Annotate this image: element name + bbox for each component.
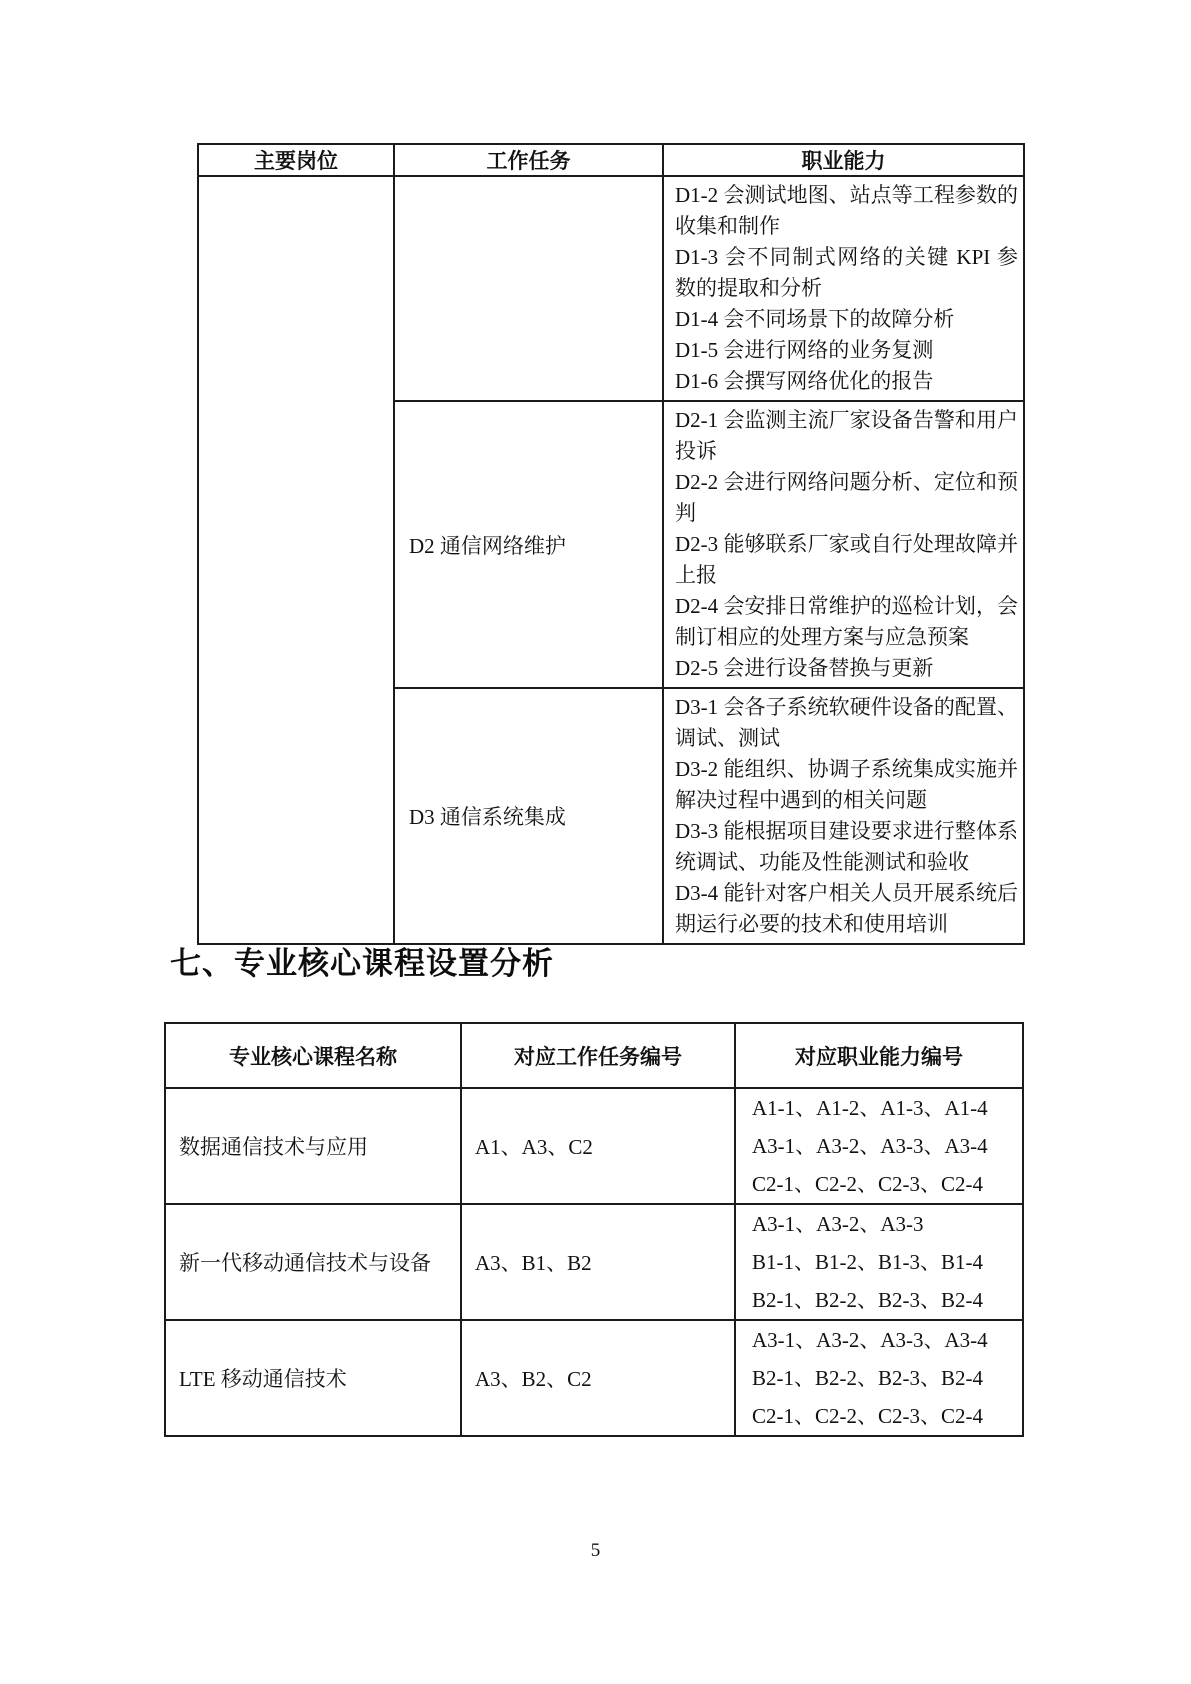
task-codes: A3、B2、C2 <box>461 1320 735 1436</box>
ability-code-line: A3-1、A3-2、A3-3、A3-4 <box>752 1134 988 1158</box>
ability-cell-d2 <box>663 401 1024 688</box>
table2-header-task-codes: 对应工作任务编号 <box>461 1023 735 1088</box>
ability-item: D2-2 会进行网络问题分析、定位和预判 <box>675 470 1018 525</box>
positions-tasks-abilities-table <box>197 143 1025 945</box>
ability-code-line: B1-1、B1-2、B1-3、B1-4 <box>752 1250 983 1274</box>
table1-header-ability: 职业能力 <box>663 144 1024 176</box>
table1-row-d1 <box>198 176 1024 401</box>
core-courses-table <box>164 1022 1024 1437</box>
table2-header-course: 专业核心课程名称 <box>165 1023 461 1088</box>
ability-codes-cell <box>735 1320 1023 1436</box>
course-name: 数据通信技术与应用 <box>165 1088 461 1204</box>
ability-cell-d3 <box>663 688 1024 944</box>
ability-code-line: B2-1、B2-2、B2-3、B2-4 <box>752 1288 983 1312</box>
ability-item: D3-3 能根据项目建设要求进行整体系统调试、功能及性能测试和验收 <box>675 819 1018 874</box>
ability-item: D2-3 能够联系厂家或自行处理故障并上报 <box>675 532 1018 587</box>
ability-item: D1-3 会不同制式网络的关键 KPI 参数的提取和分析 <box>675 245 1018 300</box>
task-cell-d3: D3 通信系统集成 <box>394 688 663 944</box>
ability-code-line: C2-1、C2-2、C2-3、C2-4 <box>752 1172 983 1196</box>
ability-item: D2-5 会进行设备替换与更新 <box>675 656 934 680</box>
table2-header-row <box>165 1023 1023 1088</box>
table2-row-3 <box>165 1320 1023 1436</box>
table1-header-task: 工作任务 <box>394 144 663 176</box>
ability-item: D3-4 能针对客户相关人员开展系统后期运行必要的技术和使用培训 <box>675 881 1018 936</box>
ability-code-line: A3-1、A3-2、A3-3、A3-4 <box>752 1328 988 1352</box>
course-name: LTE 移动通信技术 <box>165 1320 461 1436</box>
task-cell-d1 <box>394 176 663 401</box>
table2-row-2 <box>165 1204 1023 1320</box>
ability-code-line: A1-1、A1-2、A1-3、A1-4 <box>752 1096 988 1120</box>
ability-cell-d1 <box>663 176 1024 401</box>
ability-codes-cell <box>735 1088 1023 1204</box>
task-codes: A1、A3、C2 <box>461 1088 735 1204</box>
table2-header-ability-codes: 对应职业能力编号 <box>735 1023 1023 1088</box>
task-cell-d2: D2 通信网络维护 <box>394 401 663 688</box>
section-heading: 七、专业核心课程设置分析 <box>170 946 554 981</box>
ability-code-line: A3-1、A3-2、A3-3 <box>752 1212 924 1236</box>
position-cell-empty <box>198 176 394 944</box>
ability-item: D1-2 会测试地图、站点等工程参数的收集和制作 <box>675 183 1018 238</box>
ability-item: D3-1 会各子系统软硬件设备的配置、调试、测试 <box>675 695 1018 750</box>
table1-header-position: 主要岗位 <box>198 144 394 176</box>
ability-item: D1-5 会进行网络的业务复测 <box>675 338 934 362</box>
ability-code-line: C2-1、C2-2、C2-3、C2-4 <box>752 1404 983 1428</box>
course-name: 新一代移动通信技术与设备 <box>165 1204 461 1320</box>
ability-code-line: B2-1、B2-2、B2-3、B2-4 <box>752 1366 983 1390</box>
table2-row-1 <box>165 1088 1023 1204</box>
ability-item: D1-6 会撰写网络优化的报告 <box>675 369 934 393</box>
ability-item: D3-2 能组织、协调子系统集成实施并解决过程中遇到的相关问题 <box>675 757 1018 812</box>
page-number: 5 <box>590 1540 601 1561</box>
ability-item: D2-1 会监测主流厂家设备告警和用户投诉 <box>675 408 1018 463</box>
task-codes: A3、B1、B2 <box>461 1204 735 1320</box>
ability-codes-cell <box>735 1204 1023 1320</box>
ability-item: D1-4 会不同场景下的故障分析 <box>675 307 955 331</box>
table1-header-row <box>198 144 1024 176</box>
ability-item: D2-4 会安排日常维护的巡检计划，会制订相应的处理方案与应急预案 <box>675 594 1018 649</box>
